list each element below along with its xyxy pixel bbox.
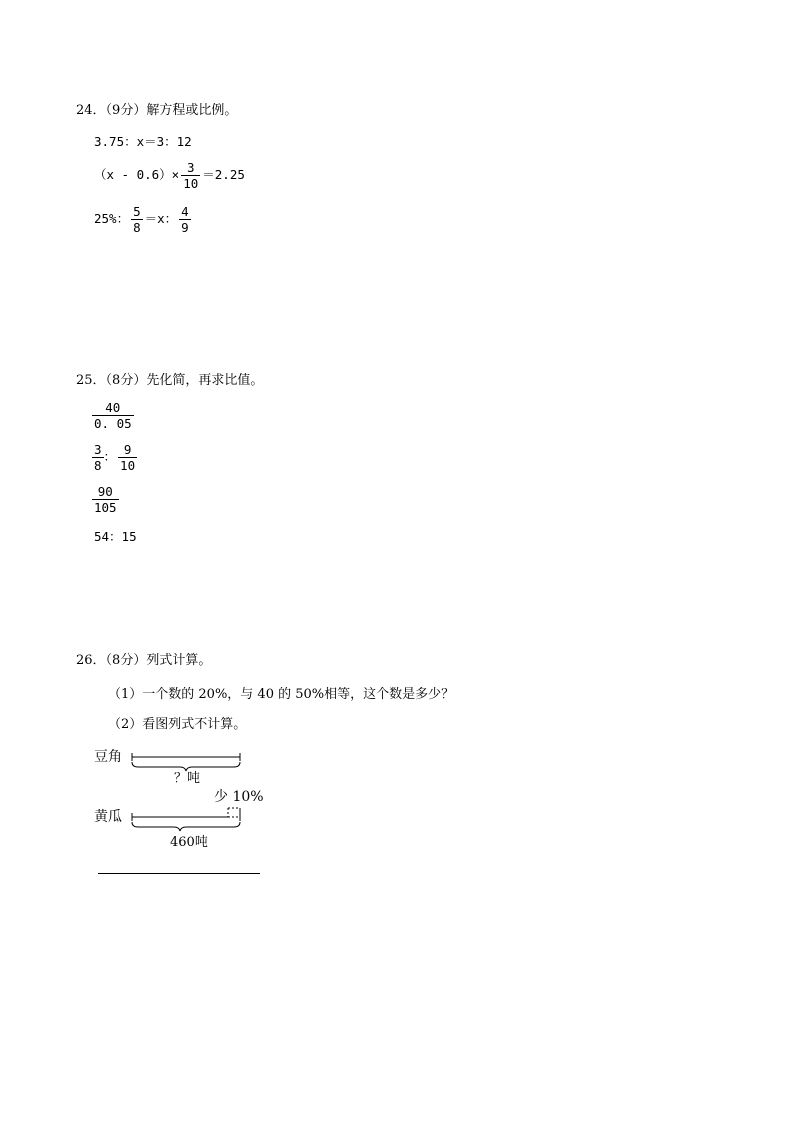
- cucumber-brace: [132, 822, 240, 831]
- diagram-lines: [92, 744, 262, 874]
- q25-title: 25．（8分）先化简，再求比值。: [76, 373, 264, 388]
- q25-item2-fraction-1: [92, 442, 104, 473]
- q24-equation-1: 3.75：x＝3：12: [94, 134, 192, 149]
- q26-subquestion-1: （1）一个数的 20%，与 40 的 50%相等，这个数是多少？: [108, 687, 455, 702]
- q25-item1-fraction: [92, 400, 134, 431]
- q25-item3-denominator: 105: [94, 500, 117, 515]
- q25-item3-fraction: [92, 484, 119, 515]
- green-beans-brace: [132, 762, 240, 771]
- q24-eq3-mid: ＝x：: [144, 211, 178, 227]
- label-cucumber-value: 460吨: [170, 835, 208, 850]
- label-cucumber: 黄瓜: [94, 809, 122, 825]
- q25-item-1: [92, 400, 134, 431]
- label-less-percent: 少 10%: [214, 789, 264, 805]
- q24-eq2-fraction: [181, 160, 200, 191]
- q25-item2-denominator-1: 8: [94, 458, 102, 473]
- q24-title: 24．（9分）解方程或比例。: [76, 103, 238, 118]
- q26-title: 26．（8分）列式计算。: [76, 653, 212, 668]
- q24-eq3-prefix: 25%：: [94, 211, 130, 227]
- q24-eq2-left: （x - 0.6）×: [94, 167, 180, 183]
- q25-item-2: [92, 442, 139, 473]
- q25-item2-denominator-2: 10: [120, 458, 136, 473]
- q24-eq3-denominator-2: 9: [181, 220, 189, 235]
- q24-eq2-right: ＝2.25: [202, 167, 245, 183]
- answer-underline: [98, 873, 260, 874]
- q24-eq3-fraction-2: [179, 204, 191, 235]
- q24-eq3-denominator-1: 8: [133, 220, 141, 235]
- q25-item2-numerator-1: 3: [94, 442, 102, 457]
- q25-item2-separator: ：: [103, 449, 117, 465]
- q24-eq2-denominator: 10: [183, 176, 199, 191]
- q25-item2-numerator-2: 9: [123, 442, 132, 457]
- bar-diagram: [92, 744, 262, 874]
- label-green-beans: 豆角: [94, 749, 122, 765]
- q24-equation-2: [94, 160, 245, 191]
- q25-item1-numerator: 40: [105, 400, 121, 415]
- q24-equation-3: [94, 204, 193, 235]
- q25-item-4: 54：15: [94, 529, 137, 544]
- q25-item1-denominator: 0. 05: [94, 416, 132, 431]
- q24-eq3-numerator-1: 5: [133, 204, 141, 219]
- q25-item3-numerator: 90: [97, 484, 113, 499]
- label-green-beans-value: ？吨: [174, 771, 201, 786]
- q24-eq3-numerator-2: 4: [181, 204, 189, 219]
- q24-eq3-fraction-1: [131, 204, 143, 235]
- q24-eq2-numerator: 3: [186, 160, 195, 175]
- q25-item2-fraction-2: [118, 442, 137, 473]
- q25-item-3: [92, 484, 119, 515]
- q26-subquestion-2: （2）看图列式不计算。: [108, 717, 247, 732]
